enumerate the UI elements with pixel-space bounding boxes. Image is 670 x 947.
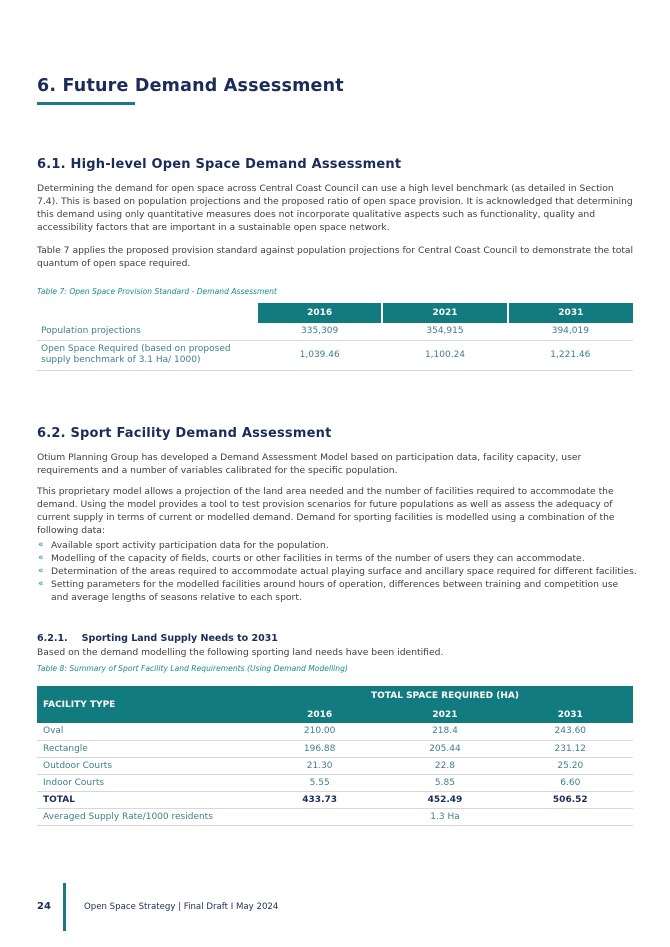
table-cell: 5.55	[257, 774, 382, 791]
table-cell: 210.00	[257, 723, 382, 740]
table-sport-facility-land	[37, 686, 633, 826]
page-number: 24	[37, 901, 51, 912]
bullet-icon: «	[38, 566, 44, 576]
table-cell: 394,019	[508, 323, 633, 340]
subsubsection-number: 6.2.1.	[37, 633, 68, 644]
section-title: 6. Future Demand Assessment	[37, 76, 344, 96]
table-rate-row	[37, 808, 633, 825]
table-row	[37, 723, 633, 740]
list-item: « Determination of the areas required to accommodate actual playing surface and ancillary space required for different facilities.	[38, 566, 637, 577]
row-label: Averaged Supply Rate/1000 residents	[37, 808, 257, 825]
paragraph-otium-intro: Otium Planning Group has developed a Demand Assessment Model based on participation data, facility capacity, user requirements and a number of variables calibrated for the specific population.	[37, 452, 582, 476]
list-item: « Available sport activity participation data for the population.	[38, 540, 329, 551]
table-header-cell: 2016	[257, 303, 382, 323]
bullet-list	[37, 539, 637, 604]
table-cell: 231.12	[508, 740, 633, 757]
facility-type-header: FACILITY TYPE	[37, 686, 257, 723]
table-row	[37, 323, 633, 340]
row-label: Open Space Required (based on proposed supply benchmark of 3.1 Ha/ 1000)	[37, 340, 257, 370]
bullet-icon: «	[38, 553, 44, 563]
table-row	[37, 757, 633, 774]
table-header-row	[37, 303, 633, 323]
row-label: Indoor Courts	[37, 774, 257, 791]
table-cell: 1,221.46	[508, 340, 633, 370]
paragraph-model-description: This proprietary model allows a projection of the land area needed and the number of facilities required to accommodate the demand. Using the model provides a tool to test provision scenarios for future populations as well as assess the adequacy of current supply in terms of current or modelled demand. Demand for sporting facilities is modelled using a combination of the following data:	[37, 486, 615, 536]
table-header-cell: 2016	[257, 706, 382, 723]
row-label: Rectangle	[37, 740, 257, 757]
table-total-row	[37, 791, 633, 808]
paragraph-demand-intro: Determining the demand for open space across Central Coast Council can use a high level benchmark (as detailed in Section 7.4). This is based on population projections and the proposed ratio of open space provision. It is acknowledged that determining this demand using only quantitative measures does not incorporate qualitative aspects such as functionality, quality and accessibility factors that are important in a sustainable open space network.	[37, 183, 633, 233]
table-cell: 5.85	[382, 774, 507, 791]
table-header-blank	[37, 303, 257, 323]
table-cell: 1.3 Ha	[257, 808, 633, 825]
table-cell: 22.8	[382, 757, 507, 774]
section-title-underline	[37, 102, 135, 105]
subsubsection-title-6-2-1	[37, 633, 278, 644]
table-row	[37, 774, 633, 791]
table-row	[37, 340, 633, 370]
table-cell: 1,100.24	[382, 340, 507, 370]
footer-text: Open Space Strategy | Final Draft I May 2024	[84, 902, 279, 912]
bullet-icon: «	[38, 540, 44, 550]
table-header-cell: 2031	[508, 706, 633, 723]
table-header-cell: 2021	[382, 706, 507, 723]
table-cell: 243.60	[508, 723, 633, 740]
table-cell: 452.49	[382, 791, 507, 808]
footer-divider	[63, 883, 66, 931]
table-row	[37, 740, 633, 757]
table-cell: 354,915	[382, 323, 507, 340]
table7-caption: Table 7: Open Space Provision Standard - Demand Assessment	[37, 287, 277, 296]
table-open-space-provision	[37, 303, 633, 371]
total-space-header: TOTAL SPACE REQUIRED (HA)	[257, 686, 633, 706]
table-cell: 196.88	[257, 740, 382, 757]
table-cell: 218.4	[382, 723, 507, 740]
row-label: Oval	[37, 723, 257, 740]
table-header-row	[37, 686, 633, 706]
table-cell: 506.52	[508, 791, 633, 808]
subsection-title-6-1: 6.1. High-level Open Space Demand Assessment	[37, 157, 402, 172]
paragraph-land-needs: Based on the demand modelling the following sporting land needs have been identified.	[37, 647, 444, 658]
bullet-icon: «	[38, 579, 44, 589]
row-label: Population projections	[37, 323, 257, 340]
table-cell: 21.30	[257, 757, 382, 774]
list-item: « Setting parameters for the modelled facilities around hours of operation, differences between training and competition use and average lengths of seasons relative to each sport.	[38, 579, 619, 603]
table-cell: 1,039.46	[257, 340, 382, 370]
table-cell: 25.20	[508, 757, 633, 774]
table-cell: 6.60	[508, 774, 633, 791]
table-cell: 205.44	[382, 740, 507, 757]
table-header-cell: 2031	[508, 303, 633, 323]
list-item: « Modelling of the capacity of fields, courts or other facilities in terms of the number of users they can accommodate.	[38, 553, 585, 564]
table-cell: 433.73	[257, 791, 382, 808]
subsection-title-6-2: 6.2. Sport Facility Demand Assessment	[37, 426, 332, 441]
subsubsection-label: Sporting Land Supply Needs to 2031	[81, 633, 278, 644]
table8-caption: Table 8: Summary of Sport Facility Land Requirements (Using Demand Modelling)	[37, 664, 348, 673]
table-cell: 335,309	[257, 323, 382, 340]
row-label: TOTAL	[37, 791, 257, 808]
table-header-cell: 2021	[382, 303, 507, 323]
row-label: Outdoor Courts	[37, 757, 257, 774]
paragraph-table7-intro: Table 7 applies the proposed provision standard against population projections for Central Coast Council to demonstrate the total quantum of open space required.	[37, 245, 634, 269]
